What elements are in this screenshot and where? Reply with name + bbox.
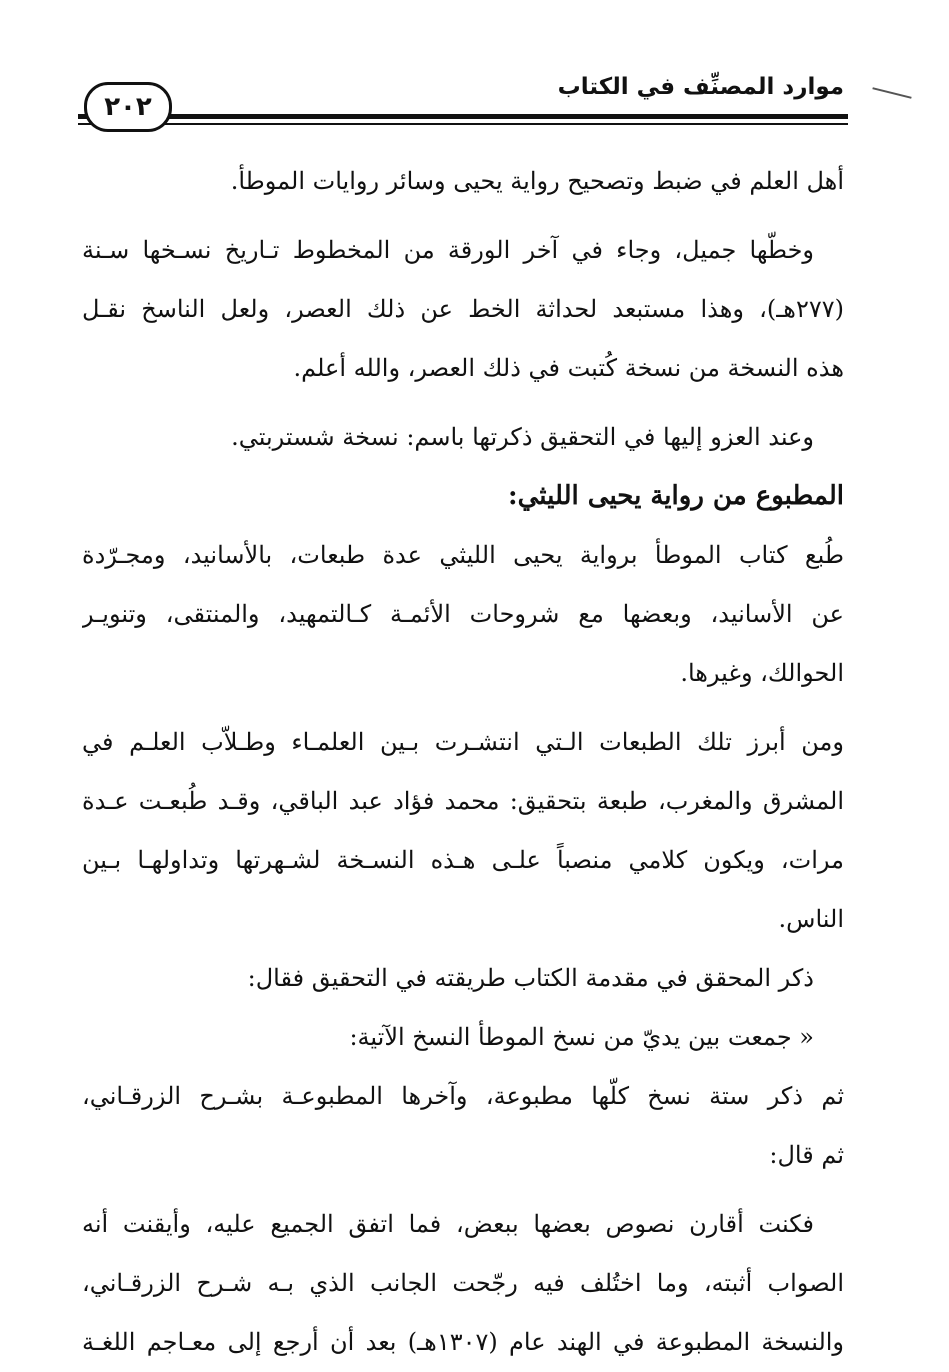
text-line: أهل العلم في ضبط وتصحيح رواية يحيى وسائر روايات الموطأ. bbox=[230, 167, 844, 195]
header-rule-thin bbox=[78, 123, 848, 125]
text-line: الحوالك، وغيرها. bbox=[680, 659, 844, 687]
text-line: ثم قال: bbox=[769, 1141, 844, 1169]
text-line: ذكر المحقق في مقدمة الكتاب طريقته في التحقيق فقال: bbox=[247, 964, 814, 992]
header-rule-thick bbox=[78, 114, 848, 119]
page-header bbox=[78, 60, 848, 140]
text-line: طُبع كتاب الموطأ برواية يحيى الليثي عدة طبعات، بالأسانيد، ومجـرّدة bbox=[82, 541, 844, 569]
text-line: وخطّها جميل، وجاء في آخر الورقة من المخطوط تـاريخ نسـخها سـنة bbox=[82, 236, 814, 264]
text-line: مرات، ويكون كلامي منصباً علـى هـذه النسـخة لشـهرتها وتداولهـا بـين bbox=[82, 846, 844, 874]
running-title: موارد المصنِّف في الكتاب bbox=[557, 74, 844, 100]
text-line: فكنت أقارن نصوص بعضها ببعض، فما اتفق الجميع عليه، وأيقنت أنه bbox=[82, 1210, 814, 1238]
text-line: (٢٧٧هـ)، وهذا مستبعد لحداثة الخط عن ذلك العصر، ولعل الناسخ نقـل bbox=[82, 295, 844, 323]
text-line: هذه النسخة من نسخة كُتبت في ذلك العصر، والله أعلم. bbox=[293, 354, 844, 382]
text-line: الصواب أثبته، وما اختُلف فيه رجّحت الجانب الذي بـه شـرح الزرقـاني، bbox=[82, 1269, 844, 1297]
text-line: والنسخة المطبوعة في الهند عام (١٣٠٧هـ) بعد أن أرجع إلى معـاجم اللغـة bbox=[82, 1328, 844, 1356]
text-line: الناس. bbox=[778, 905, 844, 933]
text-line: عن الأسانيد، وبعضها مع شروحات الأئمـة كـالتمهيد، والمنتقى، وتنويـر bbox=[82, 600, 844, 628]
page-body bbox=[82, 152, 844, 1372]
text-line: المشرق والمغرب، طبعة بتحقيق: محمد فؤاد عبد الباقي، وقـد طُبعـت عـدة bbox=[82, 787, 844, 815]
page-number-badge: ٢٠٢ bbox=[84, 82, 172, 132]
scan-mark bbox=[872, 87, 911, 99]
section-heading: المطبوع من رواية يحيى الليثي: bbox=[508, 481, 844, 511]
quote-line: « جمعت بين يديّ من نسخ الموطأ النسخ الآتية: bbox=[349, 1023, 814, 1051]
text-line: ومن أبرز تلك الطبعات الـتي انتشـرت بـين العلمـاء وطـلاّب العلـم في bbox=[82, 728, 844, 756]
text-line: وعند العزو إليها في التحقيق ذكرتها باسم: نسخة شستربتي. bbox=[231, 423, 814, 451]
text-line: ثم ذكر ستة نسخ كلّها مطبوعة، وآخرها المطبوعـة بشـرح الزرقـاني، bbox=[82, 1082, 844, 1110]
